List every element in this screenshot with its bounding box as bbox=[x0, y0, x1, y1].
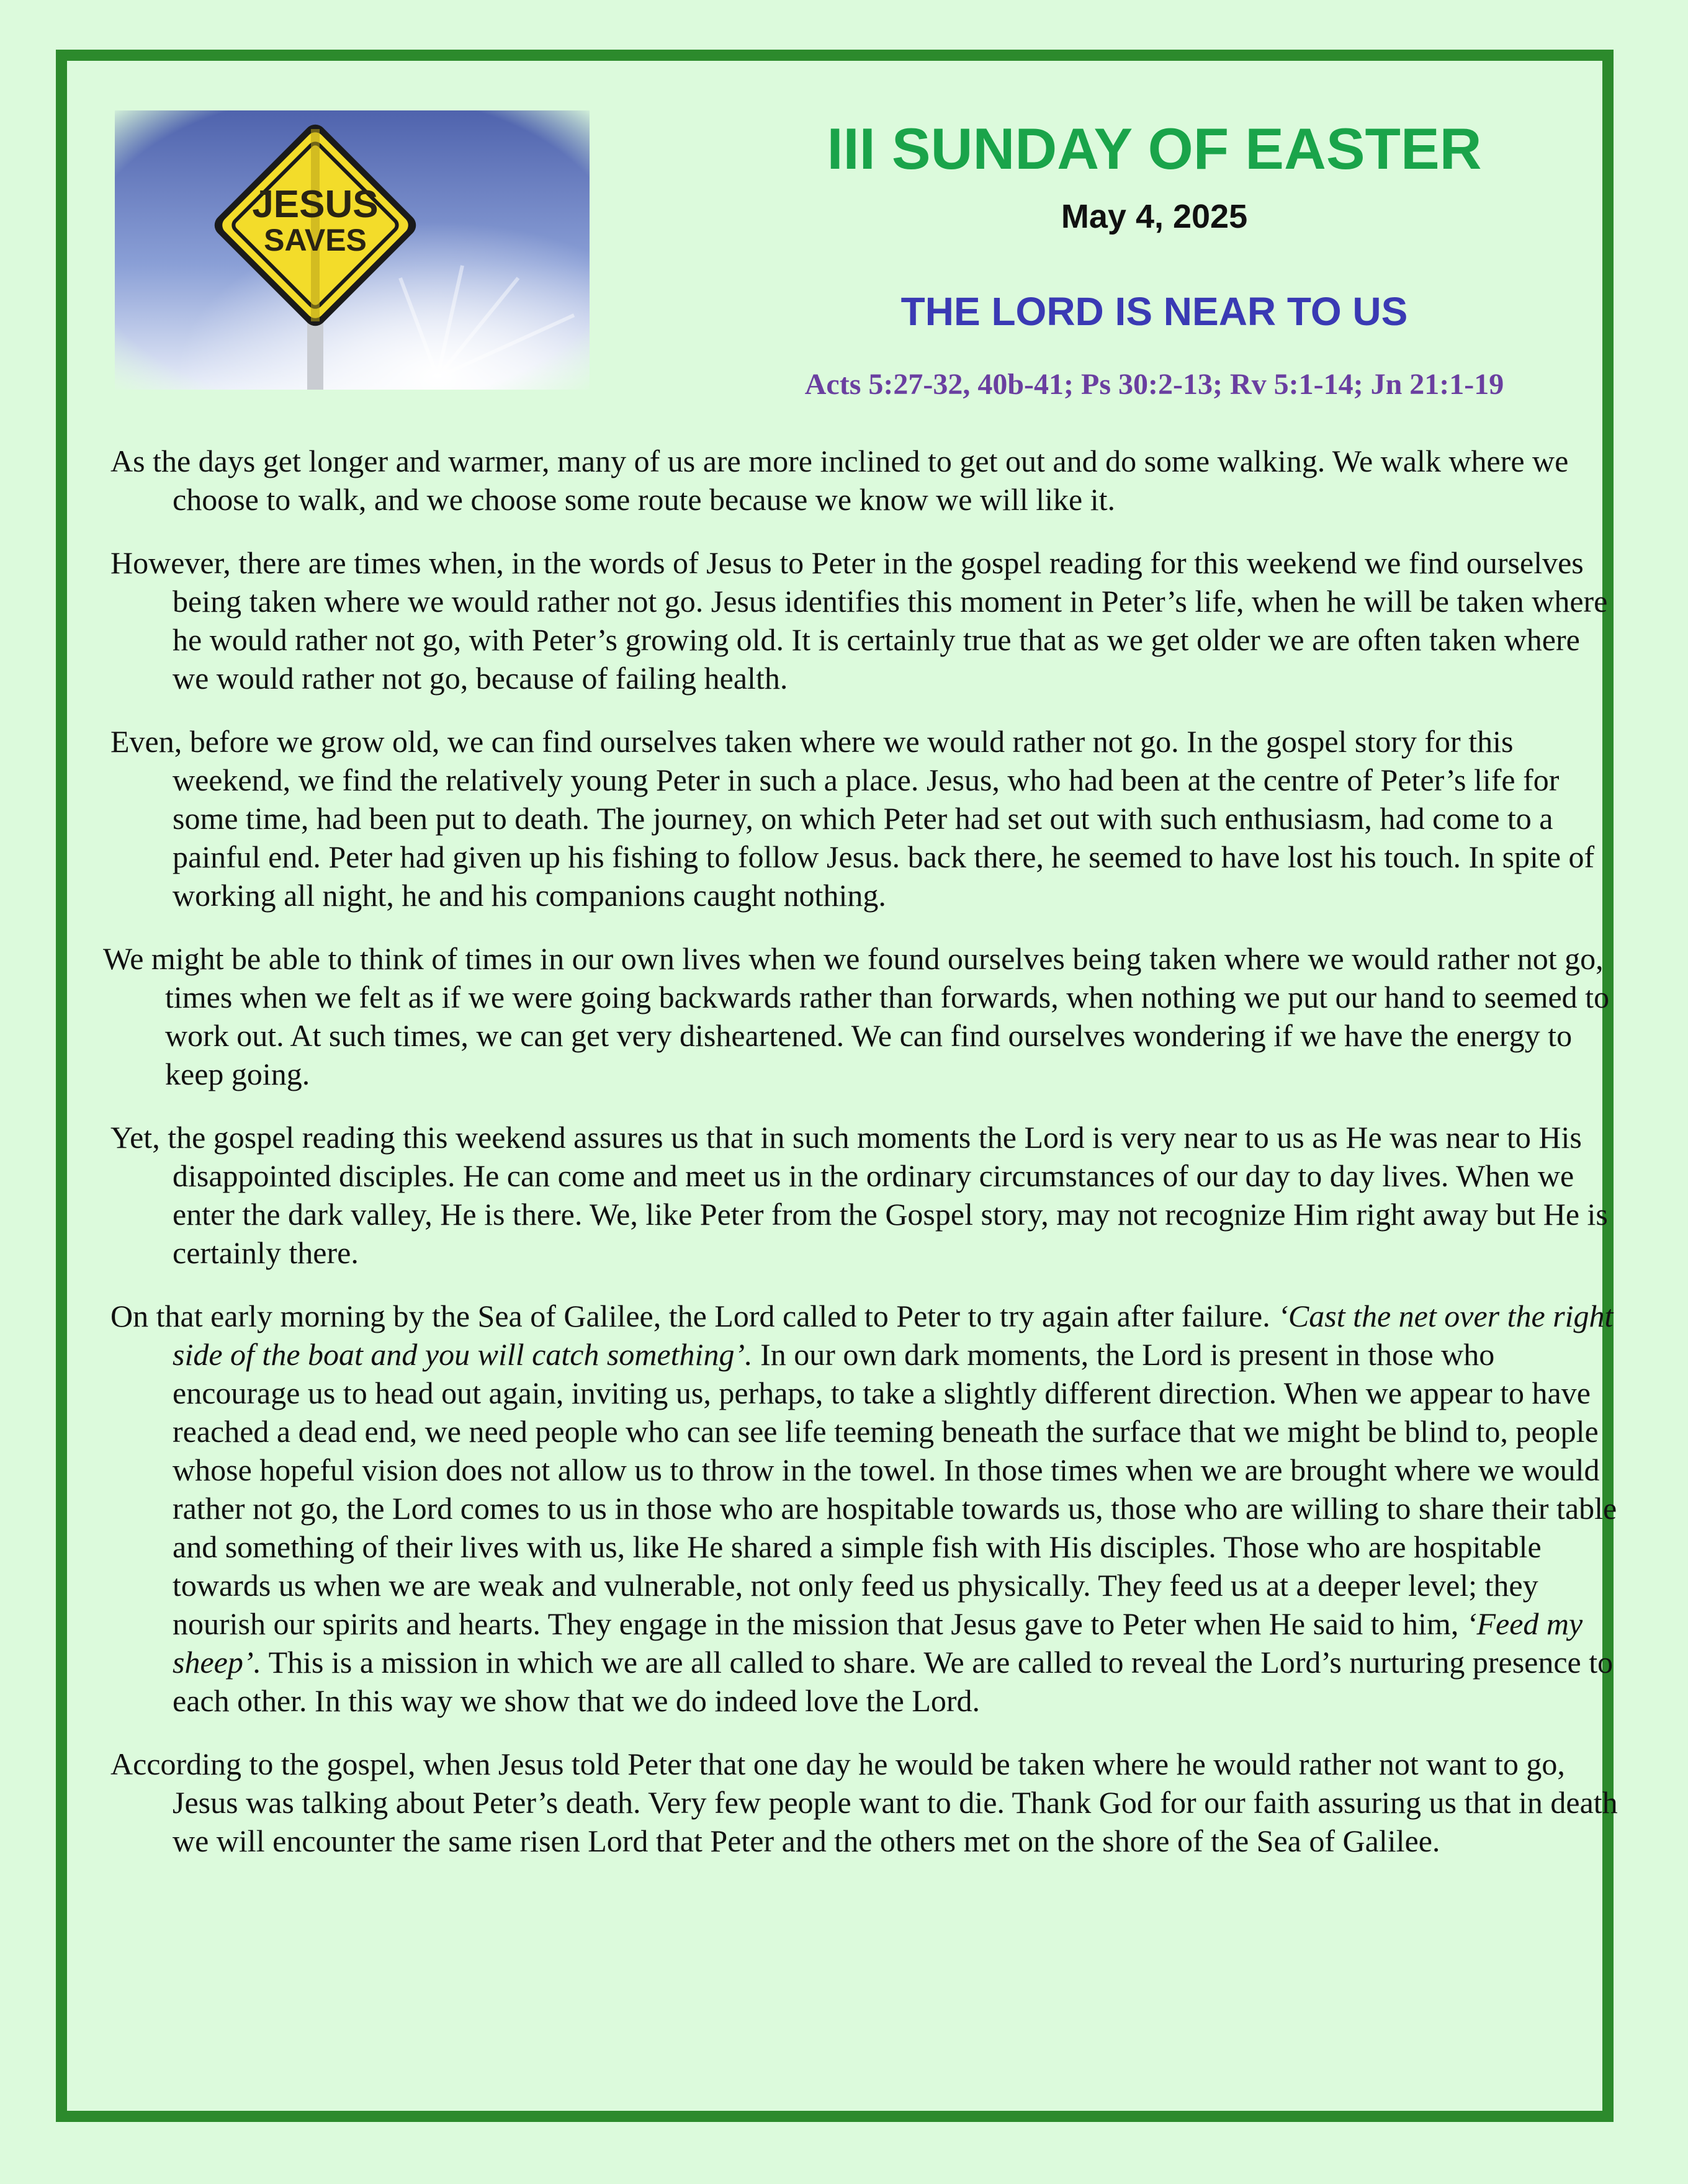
paragraph-4: We might be able to think of times in our own lives when we found ourselves being taken where we would rather not go, times when we felt as if we were going backwards rather than forwards, when nothing we put our hand to seemed to work out. At such times, we can get very disheartened. We can find ourselves wondering if we have the energy to keep going. bbox=[103, 941, 1610, 1091]
theme-heading: THE LORD IS NEAR TO US bbox=[900, 289, 1408, 334]
quote-feed-my-sheep: ‘Feed my sheep’. bbox=[173, 1606, 1583, 1680]
paragraph-2: However, there are times when, in the words of Jesus to Peter in the gospel reading for this weekend we find ourselves being taken where we would rather not go. Jesus identifies this moment in Peter’s life, when he will be taken where he would rather not go, with Peter’s growing old. It is certainly true that as we get older we are often taken where we would rather not go, because of failing health. bbox=[110, 545, 1608, 696]
quote-cast-the-net: ‘Cast the net over the right side of the boat and you will catch something’. bbox=[173, 1299, 1614, 1372]
scripture-readings: Acts 5:27-32, 40b-41; Ps 30:2-13; Rv 5:1-14; Jn 21:1-19 bbox=[804, 368, 1504, 401]
paragraph-6-text-c: This is a mission in which we are all called to share. We are called to reveal the Lord’s nurturing presence to each other. In this way we show that we do indeed love the Lord. bbox=[173, 1645, 1614, 1718]
homily-body bbox=[103, 442, 1618, 1885]
date: May 4, 2025 bbox=[1061, 198, 1248, 235]
page-title: III SUNDAY OF EASTER bbox=[827, 116, 1482, 181]
paragraph-6 bbox=[110, 1297, 1618, 1720]
paragraph-1: As the days get longer and warmer, many of us are more inclined to get out and do some walking. We walk where we choose to walk, and we choose some route because we know we will like it. bbox=[110, 444, 1569, 517]
jesus-saves-sign-image bbox=[115, 110, 590, 390]
paragraph-6-text-a: On that early morning by the Sea of Galilee, the Lord called to Peter to try again after failure. bbox=[110, 1299, 1278, 1333]
paragraph-6-text-b: In our own dark moments, the Lord is present in those who encourage us to head out again, inviting us, perhaps, to take a slightly different direction. When we appear to have reached a dead end, we need people who can see life teeming beneath the surface that we might be blind to, people whose hopeful vision does not allow us to throw in the towel. In those times when we are brought where we would rather not go, the Lord comes to us in those who are hospitable towards us, those who are willing to share their table and something of their lives with us, like He shared a simple fish with His disciples. Those who are hospitable towards us when we are weak and vulnerable, not only feed us physically. They feed us at a deeper level; they nourish our spirits and hearts. They engage in the mission that Jesus gave to Peter when He said to him, bbox=[173, 1337, 1617, 1641]
paragraph-5: Yet, the gospel reading this weekend assures us that in such moments the Lord is very near to us as He was near to His disappointed disciples. He can come and meet us in the ordinary circumstances of our day to day lives. When we enter the dark valley, He is there. We, like Peter from the Gospel story, may not recognize Him right away but He is certainly there. bbox=[110, 1120, 1608, 1270]
paragraph-3: Even, before we grow old, we can find ourselves taken where we would rather not go. In the gospel story for this weekend, we find the relatively young Peter in such a place. Jesus, who had been at the centre of Peter’s life for some time, had been put to death. The journey, on which Peter had set out with such enthusiasm, had come to a painful end. Peter had given up his fishing to follow Jesus. back there, he seemed to have lost his touch. In spite of working all night, he and his companions caught nothing. bbox=[110, 724, 1595, 913]
paragraph-7: According to the gospel, when Jesus told Peter that one day he would be taken where he would rather not want to go, Jesus was talking about Peter’s death. Very few people want to die. Thank God for our faith assuring us that in death we will encounter the same risen Lord that Peter and the others met on the shore of the Sea of Galilee. bbox=[110, 1747, 1618, 1858]
